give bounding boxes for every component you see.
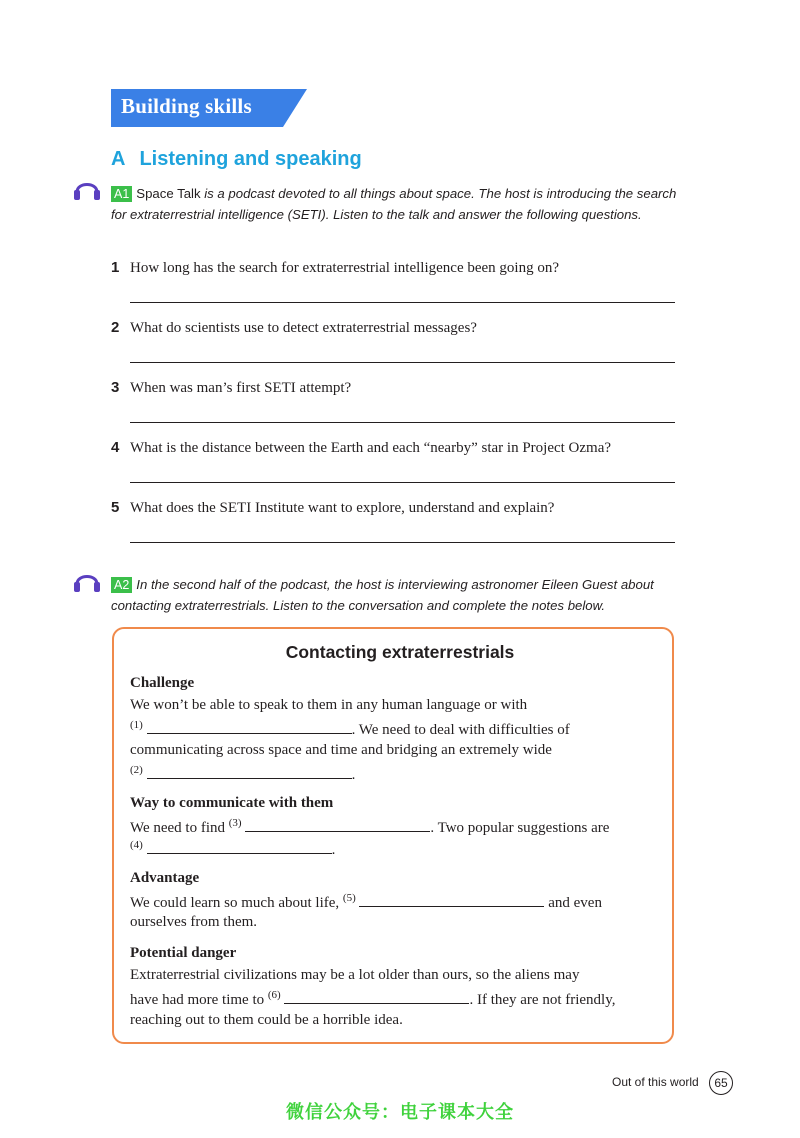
blank-number: (3) xyxy=(228,817,242,829)
blank-number: (4) xyxy=(130,839,143,851)
way-text: . xyxy=(331,842,336,858)
question-4 xyxy=(111,439,611,457)
way-line-1 xyxy=(130,817,609,837)
question-1 xyxy=(111,259,559,277)
page-number: 65 xyxy=(709,1071,733,1095)
danger-text: have had more time to xyxy=(130,992,268,1008)
way-line-2 xyxy=(130,839,335,859)
footer-chapter: Out of this world xyxy=(612,1075,699,1089)
danger-line-2 xyxy=(130,989,616,1009)
challenge-text: . We need to deal with difficulties of xyxy=(351,722,570,738)
danger-text: . If they are not friendly, xyxy=(469,992,616,1008)
blank-6[interactable] xyxy=(284,990,469,1004)
question-text: How long has the search for extraterrestrial intelligence been going on? xyxy=(130,260,560,276)
a2-instructions xyxy=(111,575,681,616)
danger-heading: Potential danger xyxy=(130,945,237,961)
advantage-line-2: ourselves from them. xyxy=(130,914,258,930)
answer-line-2[interactable] xyxy=(130,362,675,363)
advantage-text: We could learn so much about life, xyxy=(130,895,343,911)
blank-number: (1) xyxy=(130,719,143,731)
blank-4[interactable] xyxy=(147,840,332,854)
question-text: When was man’s first SETI attempt? xyxy=(130,380,352,396)
podcast-name: Space Talk xyxy=(136,186,201,201)
banner-title: Building skills xyxy=(121,94,252,118)
headphones-icon[interactable] xyxy=(73,176,101,202)
question-text: What is the distance between the Earth and each “nearby” star in Project Ozma? xyxy=(130,440,612,456)
question-number: 1 xyxy=(111,259,120,276)
question-2 xyxy=(111,319,477,337)
a1-tag: A1 xyxy=(111,186,132,202)
notes-title: Contacting extraterrestrials xyxy=(285,642,515,662)
answer-line-3[interactable] xyxy=(130,422,675,423)
a1-text: is a podcast devoted to all things about space. The host is introducing the search for extraterrestrial intelligence (SETI). Listen to the talk and answer the following questions. xyxy=(111,186,677,222)
advantage-line-1 xyxy=(130,892,602,912)
a2-text: In the second half of the podcast, the host is interviewing astronomer Eileen Guest about contacting extraterrestrials. Listen to the conversation and complete the notes below. xyxy=(111,577,654,613)
blank-5[interactable] xyxy=(359,893,544,907)
watermark: 微信公众号：电子课本大全 xyxy=(286,1102,514,1123)
challenge-line-4 xyxy=(130,764,355,784)
answer-line-4[interactable] xyxy=(130,482,675,483)
advantage-text: and even xyxy=(544,895,602,911)
section-banner xyxy=(111,89,307,127)
danger-line-3: reaching out to them could be a horrible idea. xyxy=(130,1012,403,1028)
question-text: What does the SETI Institute want to explore, understand and explain? xyxy=(130,500,555,516)
blank-1[interactable] xyxy=(147,720,352,734)
blank-number: (6) xyxy=(267,989,281,1001)
challenge-line-1: We won’t be able to speak to them in any human language or with xyxy=(130,697,528,713)
challenge-line-2 xyxy=(130,719,570,739)
a1-instructions xyxy=(111,184,681,225)
blank-number: (5) xyxy=(342,892,356,904)
advantage-heading: Advantage xyxy=(130,870,200,886)
section-heading xyxy=(111,148,362,171)
question-text: What do scientists use to detect extraterrestrial messages? xyxy=(130,320,477,336)
question-number: 2 xyxy=(111,319,120,336)
a2-tag: A2 xyxy=(111,577,132,593)
way-heading: Way to communicate with them xyxy=(130,795,334,811)
question-number: 4 xyxy=(111,439,120,456)
blank-3[interactable] xyxy=(245,818,430,832)
section-letter: A xyxy=(111,148,126,170)
answer-line-5[interactable] xyxy=(130,542,675,543)
section-title: Listening and speaking xyxy=(139,148,362,170)
way-text: We need to find xyxy=(130,820,229,836)
headphones-icon[interactable] xyxy=(73,568,101,594)
question-number: 3 xyxy=(111,379,120,396)
blank-number: (2) xyxy=(130,764,143,776)
blank-2[interactable] xyxy=(147,765,352,779)
question-3 xyxy=(111,379,351,397)
way-text: . Two popular suggestions are xyxy=(430,820,610,836)
question-number: 5 xyxy=(111,499,120,516)
challenge-heading: Challenge xyxy=(130,675,195,691)
answer-line-1[interactable] xyxy=(130,302,675,303)
danger-line-1: Extraterrestrial civilizations may be a lot older than ours, so the aliens may xyxy=(130,967,580,983)
challenge-line-3: communicating across space and time and bridging an extremely wide xyxy=(130,742,552,758)
question-5 xyxy=(111,499,554,517)
challenge-text: . xyxy=(351,767,356,783)
